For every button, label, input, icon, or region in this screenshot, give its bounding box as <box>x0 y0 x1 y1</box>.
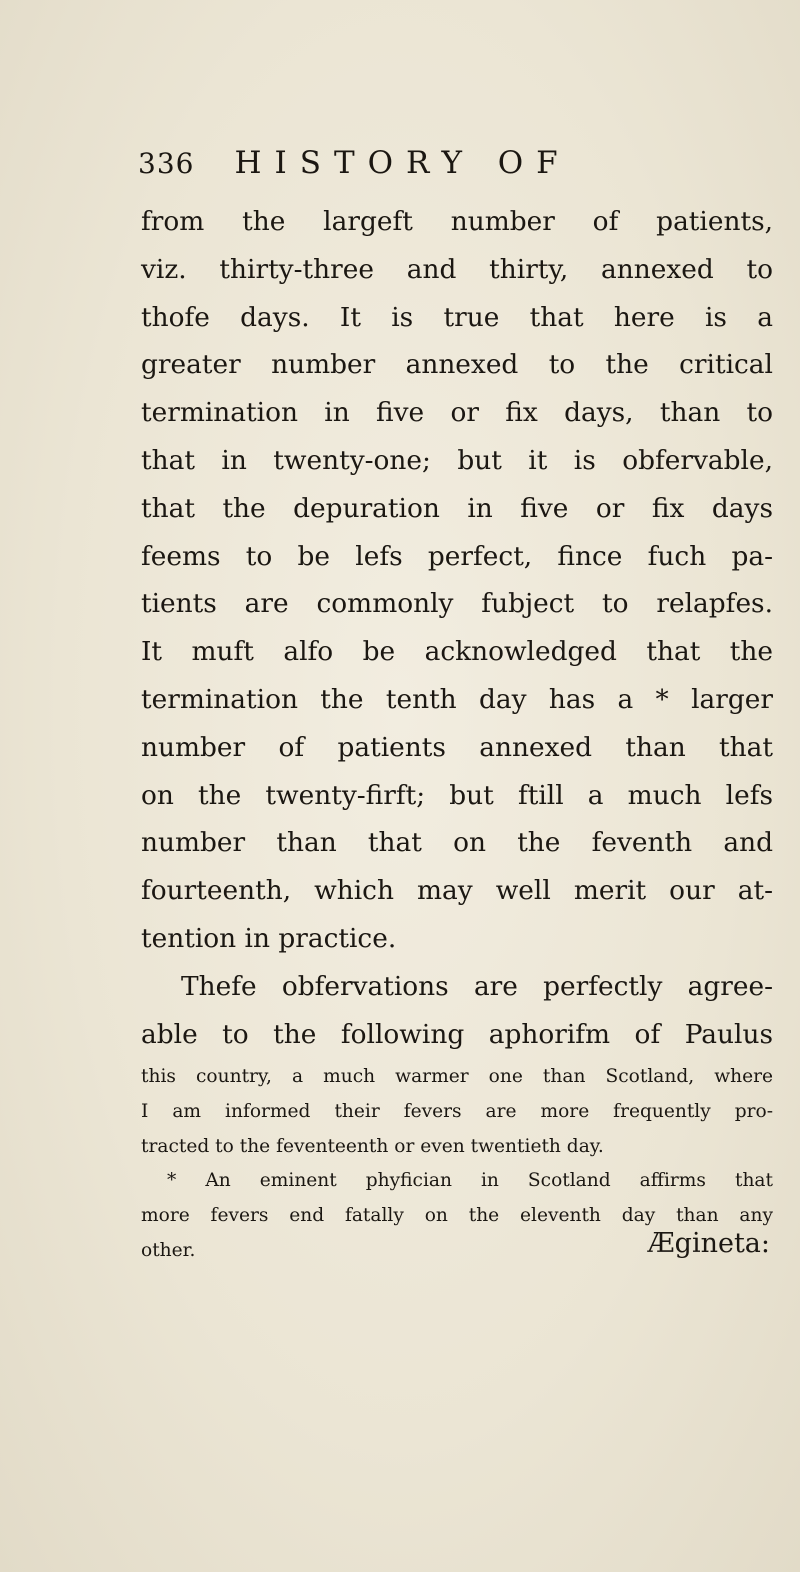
footnote-line: more fevers end fatally on the eleventh day than any <box>141 1205 773 1227</box>
text-line: number of patients annexed than that <box>141 731 773 763</box>
catchword: Ægineta: <box>647 1228 770 1259</box>
page-number: 336 <box>138 147 195 180</box>
text-line: tients are commonly fubject to relapfes. <box>141 588 773 620</box>
text-line: able to the following aphorifm of Paulus <box>141 1018 773 1050</box>
footnote-line: other. <box>141 1239 196 1261</box>
footnote-line: * An eminent phyfician in Scotland affirms that <box>167 1170 773 1192</box>
text-line: that in twenty-one; but it is obfervable, <box>141 444 773 476</box>
text-line: thofe days. It is true that here is a <box>141 301 773 333</box>
footnote-line: I am informed their fevers are more frequently pro- <box>141 1100 773 1122</box>
text-line: greater number annexed to the critical <box>141 349 773 381</box>
footnote-line: tracted to the feventeenth or even twentieth day. <box>141 1135 604 1157</box>
text-line: feems to be lefs perfect, fince fuch pa- <box>141 540 773 572</box>
text-line: termination the tenth day has a * larger <box>141 683 773 715</box>
text-line: It muft alfo be acknowledged that the <box>141 636 773 668</box>
text-line: Thefe obfervations are perfectly agree- <box>181 970 773 1002</box>
footnote-line: this country, a much warmer one than Scotland, where <box>141 1066 773 1087</box>
text-line: number than that on the feventh and <box>141 827 773 859</box>
text-line: fourteenth, which may well merit our at- <box>141 875 773 907</box>
running-title: HISTORY OF <box>234 145 571 181</box>
text-line: on the twenty-firft; but ftill a much lefs <box>141 779 773 811</box>
text-line: termination in five or fix days, than to <box>141 397 773 429</box>
text-line: from the largeft number of patients, <box>141 206 773 237</box>
page-header <box>138 145 571 189</box>
text-line: viz. thirty-three and thirty, annexed to <box>141 253 773 285</box>
text-line: tention in practice. <box>141 922 397 954</box>
body-text <box>141 198 773 1058</box>
text-line: that the depuration in five or fix days <box>141 492 773 524</box>
